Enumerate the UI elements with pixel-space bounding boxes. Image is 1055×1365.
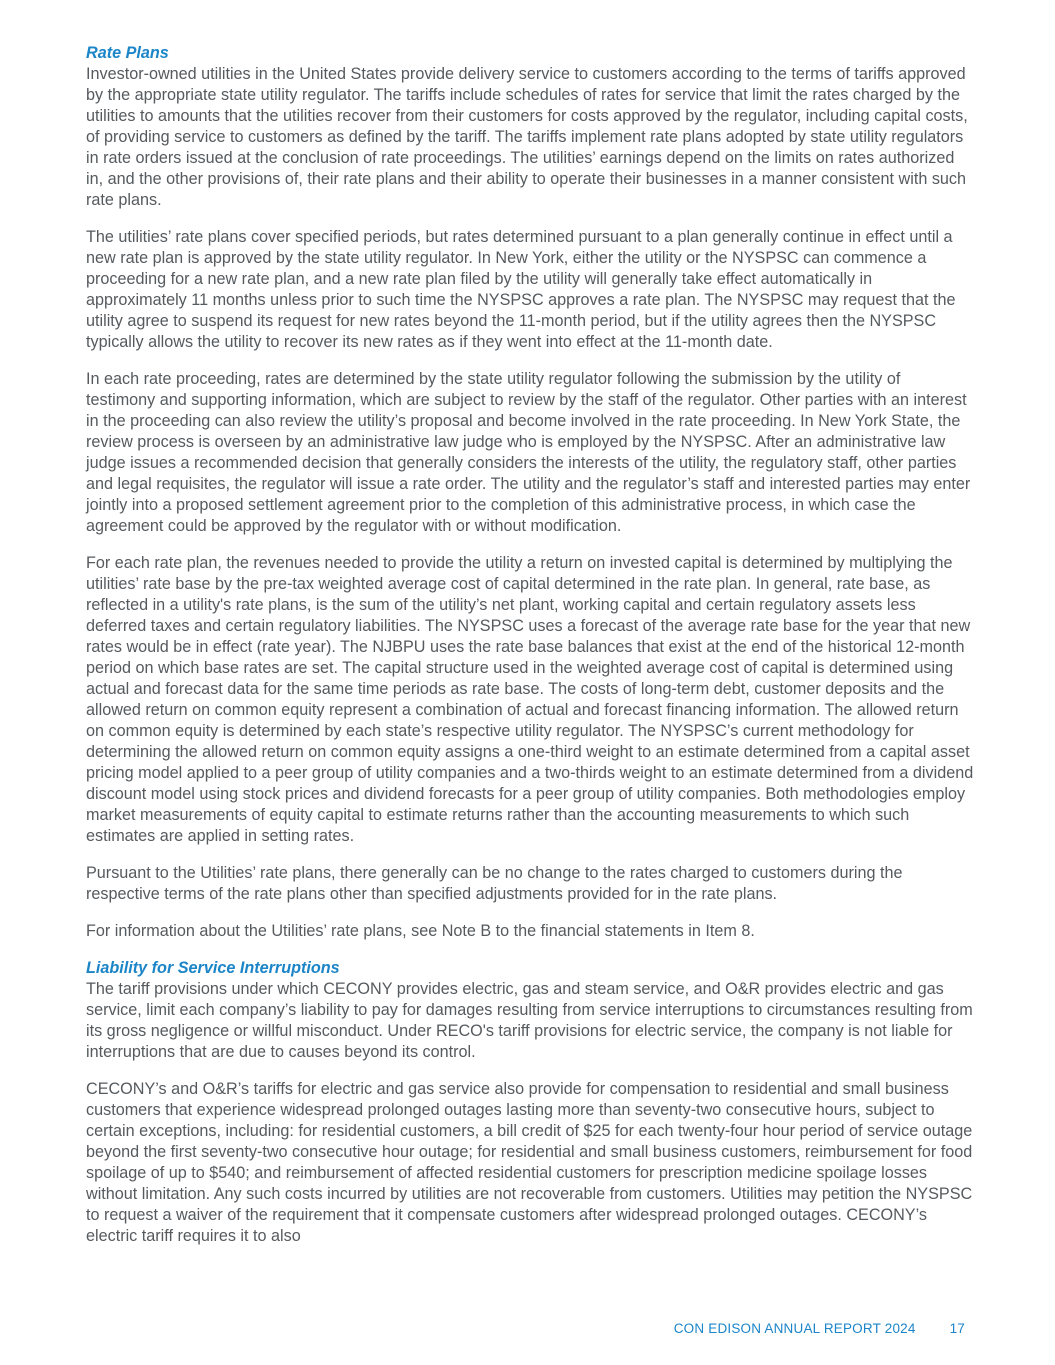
page-number: 17 [949,1321,965,1336]
section-heading-liability: Liability for Service Interruptions [86,959,340,977]
paragraph: The tariff provisions under which CECONY provides electric, gas and steam service, and O&R provides electric and gas service, limit each company’s liability to pay for damages resulting from service interruptions to circumstances resulting from its gross negligence or willful misconduct. Under RECO's tariff provisions for electric service, the company is not liable for interruptions that are due to causes beyond its control. [86,980,973,1061]
paragraph: The utilities’ rate plans cover specified periods, but rates determined pursuant to a plan generally continue in effect until a new rate plan is approved by the state utility regulator. In New York, either the utility or the NYSPSC can commence a proceeding for a new rate plan, and a new rate plan filed by the utility will generally take effect automatically in approximately 11 months unless prior to such time the NYSPSC approves a rate plan. The NYSPSC may request that the utility agree to suspend its request for new rates beyond the 11-month period, but if the utility agrees then the NYSPSC typically allows the utility to recover its new rates as if they went into effect at the 11-month date. [86,228,956,351]
page-footer [674,1320,965,1338]
document-body [86,43,974,1263]
paragraph: For each rate plan, the revenues needed to provide the utility a return on invested capital is determined by multiplying the utilities’ rate base by the pre-tax weighted average cost of capital determined in the rate plan. In general, rate base, as reflected in a utility's rate plans, is the sum of the utility’s net plant, working capital and certain regulatory assets less deferred taxes and certain regulatory liabilities. The NYSPSC uses a forecast of the average rate base for the year that new rates would be in effect (rate year). The NJBPU uses the rate base balances that exist at the end of the historical 12-month period on which base rates are set. The capital structure used in the weighted average cost of capital is determined using actual and forecast data for the same time periods as rate base. The costs of long-term debt, customer deposits and the allowed return on common equity represent a combination of actual and forecast financing information. The allowed return on common equity is determined by each state’s respective utility regulator. The NYSPSC’s current methodology for determining the allowed return on common equity assigns a one-third weight to an estimate determined from a capital asset pricing model applied to a peer group of utility companies and a two-thirds weight to an estimate determined from a dividend discount model using stock prices and dividend forecasts for a peer group of utility companies. Both methodologies employ market measurements of equity capital to estimate returns rather than the accounting measurements to which such estimates are applied in setting rates. [86,554,974,845]
paragraph: Investor-owned utilities in the United States provide delivery service to customers according to the terms of tariffs approved by the appropriate state utility regulator. The tariffs include schedules of rates for service that limit the rates charged by the utilities to amounts that the utilities recover from their customers for costs approved by the regulator, including capital costs, of providing service to customers as defined by the tariff. The tariffs implement rate plans adopted by state utility regulators in rate orders issued at the conclusion of rate proceedings. The utilities’ earnings depend on the limits on rates authorized in, and the other provisions of, their rate plans and their ability to operate their businesses in a manner consistent with such rate plans. [86,65,968,209]
paragraph: CECONY’s and O&R’s tariffs for electric and gas service also provide for compensation to residential and small business customers that experience widespread prolonged outages lasting more than seventy-two consecutive hours, subject to certain exceptions, including: for residential customers, a bill credit of $25 for each twenty-four hour period of service outage beyond the first seventy-two consecutive hour outage; for residential and small business customers, reimbursement for food spoilage of up to $540; and reimbursement of affected residential customers for prescription medicine spoilage losses without limitation. Any such costs incurred by utilities are not recoverable from customers. Utilities may petition the NYSPSC to request a waiver of the requirement that it compensate customers after widespread prolonged outages. CECONY’s electric tariff requires it to also [86,1080,973,1245]
section-heading-rate-plans: Rate Plans [86,44,169,62]
paragraph: In each rate proceeding, rates are determined by the state utility regulator following the submission by the utility of testimony and supporting information, which are subject to review by the staff of the regulator. Other parties with an interest in the proceeding can also review the utility’s proposal and become involved in the rate proceeding. In New York State, the review process is overseen by an administrative law judge who is employed by the NYSPSC. After an administrative law judge issues a recommended decision that generally considers the interests of the utility, the regulatory staff, other parties and legal requisites, the regulator will issue a rate order. The utility and the regulator’s staff and interested parties may enter jointly into a proposed settlement agreement prior to the completion of this administrative process, in which case the agreement could be approved by the regulator with or without modification. [86,370,971,535]
paragraph: For information about the Utilities’ rate plans, see Note B to the financial statements in Item 8. [86,922,755,940]
footer-report-title: CON EDISON ANNUAL REPORT 2024 [673,1321,916,1336]
paragraph: Pursuant to the Utilities’ rate plans, there generally can be no change to the rates charged to customers during the respective terms of the rate plans other than specified adjustments provided for in the rate plans. [86,864,903,903]
